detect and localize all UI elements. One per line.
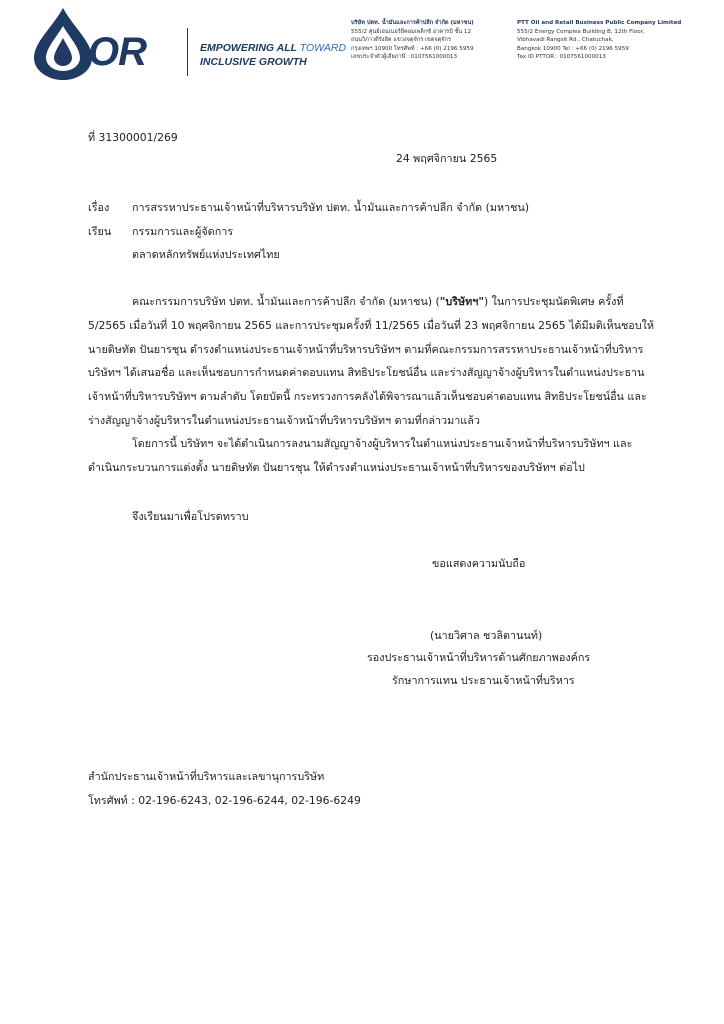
signatory-name: (นายวิศาล ชวลิตานนท์)	[430, 629, 543, 642]
recipient-label: เรียน	[88, 225, 112, 238]
address-english	[517, 19, 681, 62]
paragraph2-line: ดำเนินกระบวนการแต่งตั้ง นายดิษทัต ปันยารชุน ให้ดำรงตำแหน่งประธานเจ้าหน้าที่บริหารของบริษัทฯ ต่อไป	[88, 461, 585, 474]
footer-phone: โทรศัพท์ : 02-196-6243, 02-196-6244, 02-196-6249	[88, 794, 361, 807]
address-thai-line: กรุงเทพฯ 10900 โทรศัพท์ : +66 (0) 2196 5959	[351, 45, 474, 52]
address-english-line: PTT Oil and Retail Business Public Company Limited	[517, 20, 682, 26]
recipient-line2: ตลาดหลักทรัพย์แห่งประเทศไทย	[132, 248, 280, 261]
signatory-acting-title: รักษาการแทน ประธานเจ้าหน้าที่บริหาร	[392, 674, 575, 687]
subject-label: เรื่อง	[88, 201, 110, 214]
address-english-line: Bangkok 10900 Tel : +66 (0) 2196 5959	[517, 45, 629, 52]
closing-salutation: ขอแสดงความนับถือ	[432, 557, 526, 570]
paragraph1-line: 5/2565 เมื่อวันที่ 10 พฤศจิกายน 2565 และการประชุมครั้งที่ 11/2565 เมื่อวันที่ 23 พฤศจิกายน 2565 ได้มีมติเห็นชอบให้	[88, 319, 655, 332]
company-defined-term: "บริษัทฯ"	[439, 295, 484, 308]
or-logo-text: OR	[88, 30, 146, 74]
footer-office: สำนักประธานเจ้าหน้าที่บริหารและเลขานุการบริษัท	[88, 770, 325, 783]
address-thai-line: บริษัท ปตท. น้ำมันและการค้าปลีก จำกัด (มหาชน)	[351, 20, 474, 26]
address-thai-line: 555/2 ศูนย์เอนเนอร์ยี่คอมเพล็กซ์ อาคารบี ชั้น 12	[351, 28, 472, 35]
address-english-line: Vibhavadi Rangsit Rd., Chatuchak,	[517, 37, 614, 44]
closing-request: จึงเรียนมาเพื่อโปรดทราบ	[132, 510, 249, 523]
brand-tagline	[200, 41, 346, 69]
tagline-line2: INCLUSIVE GROWTH	[200, 56, 307, 68]
tagline-line1-b: TOWARD	[299, 42, 347, 54]
signatory-title: รองประธานเจ้าหน้าที่บริหารด้านศักยภาพองค์กร	[367, 651, 591, 664]
paragraph1-line: นายดิษทัต ปันยารชุน ดำรงตำแหน่งประธานเจ้าหน้าที่บริหารบริษัทฯ ตามที่คณะกรรมการสรรหาประธานเจ้าหน้าที่บริหาร	[88, 343, 644, 356]
subject-text: การสรรหาประธานเจ้าหน้าที่บริหารบริษัท ปตท. น้ำมันและการค้าปลีก จำกัด (มหาชน)	[132, 201, 530, 214]
letterhead-divider	[187, 28, 188, 76]
address-english-line: 555/2 Energy Complex Building B, 12th Floor,	[517, 28, 645, 35]
letter-date: 24 พฤศจิกายน 2565	[396, 152, 498, 165]
address-thai-line: เลขประจำตัวผู้เสียภาษี : 0107561000013	[351, 54, 458, 61]
paragraph1-text: คณะกรรมการบริษัท ปตท. น้ำมันและการค้าปลีก จำกัด (มหาชน) (	[132, 295, 440, 308]
address-thai-line: ถนนวิภาวดีรังสิต แขวงจตุจักร เขตจตุจักร	[351, 37, 451, 44]
address-thai	[351, 19, 474, 62]
paragraph2-line: โดยการนี้ บริษัทฯ จะได้ดำเนินการลงนามสัญญาจ้างผู้บริหารในตำแหน่งประธานเจ้าหน้าที่บริหารบริษัทฯ และ	[132, 437, 633, 450]
recipient-line1: กรรมการและผู้จัดการ	[132, 225, 234, 238]
paragraph1-text: ) ในการประชุมนัดพิเศษ ครั้งที่	[483, 295, 624, 308]
paragraph1-line: ร่างสัญญาจ้างผู้บริหารในตำแหน่งประธานเจ้าหน้าที่บริหารบริษัทฯ ตามที่กล่าวมาแล้ว	[88, 414, 480, 427]
tagline-line1-a: EMPOWERING ALL	[200, 42, 297, 54]
paragraph1-line: บริษัทฯ ได้เสนอชื่อ และเห็นชอบการกำหนดค่าตอบแทน สิทธิประโยชน์อื่น และร่างสัญญาจ้างผู้บริหารในตำแหน่งประธาน	[88, 366, 645, 379]
paragraph1-line	[132, 295, 624, 309]
paragraph1-line: เจ้าหน้าที่บริหารบริษัทฯ ตามลำดับ โดยบัดนี้ กระทรวงการคลังได้พิจารณาแล้วเห็นชอบค่าตอบแทน สิทธิประโยชน์อื่น และ	[88, 390, 647, 403]
reference-number: ที่ 31300001/269	[88, 131, 178, 144]
address-english-line: Tax ID PTTOR : 0107561000013	[517, 54, 606, 61]
